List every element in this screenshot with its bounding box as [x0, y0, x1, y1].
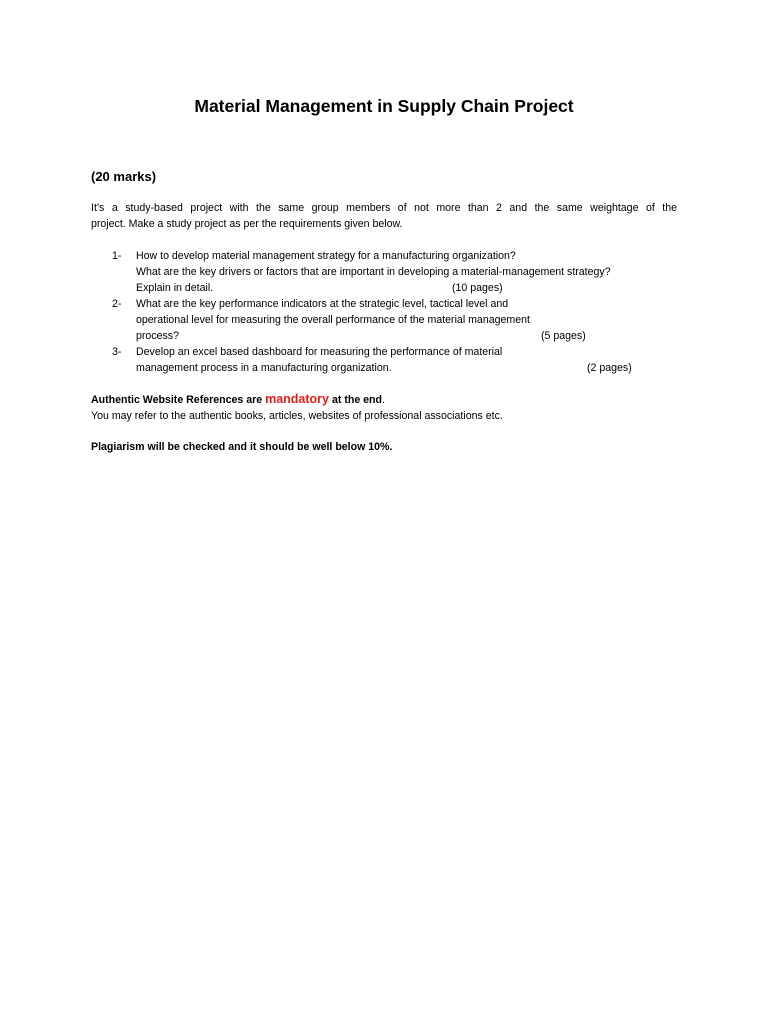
- item-line: What are the key performance indicators at the strategic level, tactical level and: [136, 298, 509, 310]
- intro-line-1: It’s a study-based project with the same group members of not more than 2 and the same weightage of the: [91, 202, 677, 214]
- item-line: How to develop material management strategy for a manufacturing organization?: [136, 250, 516, 262]
- plagiarism-note: Plagiarism will be checked and it should be well below 10%.: [91, 441, 393, 453]
- intro-paragraph: [91, 201, 677, 232]
- item-line-text: process?: [136, 330, 179, 342]
- references-note: [91, 390, 385, 409]
- item-line-text: management process in a manufacturing organization.: [136, 362, 392, 374]
- item-number: 3-: [112, 346, 122, 358]
- item-line: [136, 328, 672, 344]
- marks-label: (20 marks): [91, 169, 157, 184]
- item-number: 2-: [112, 298, 122, 310]
- page-title: Material Management in Supply Chain Project: [194, 96, 574, 116]
- page-count: (5 pages): [541, 330, 586, 342]
- references-prefix: Authentic Website References are: [91, 394, 263, 406]
- item-line: Develop an excel based dashboard for measuring the performance of material: [136, 346, 503, 358]
- references-period: .: [381, 394, 385, 406]
- requirement-item-2: [112, 296, 672, 344]
- intro-line-2: project. Make a study project as per the requirements given below.: [91, 217, 403, 230]
- requirement-item-3: [112, 344, 672, 376]
- mandatory-highlight: mandatory: [265, 392, 329, 406]
- item-line-text: Explain in detail.: [136, 282, 214, 294]
- page-count: (2 pages): [587, 362, 632, 374]
- item-line: operational level for measuring the overall performance of the material management: [136, 314, 530, 326]
- item-number: 1-: [112, 250, 122, 262]
- item-line: What are the key drivers or factors that are important in developing a material-management strategy?: [136, 266, 611, 278]
- requirement-item-1: [112, 248, 672, 296]
- item-line: [136, 280, 672, 296]
- references-suffix: at the end: [331, 394, 382, 406]
- refer-note: You may refer to the authentic books, articles, websites of professional associations etc.: [91, 410, 503, 422]
- page-count: (10 pages): [452, 282, 503, 294]
- item-line: [136, 360, 672, 376]
